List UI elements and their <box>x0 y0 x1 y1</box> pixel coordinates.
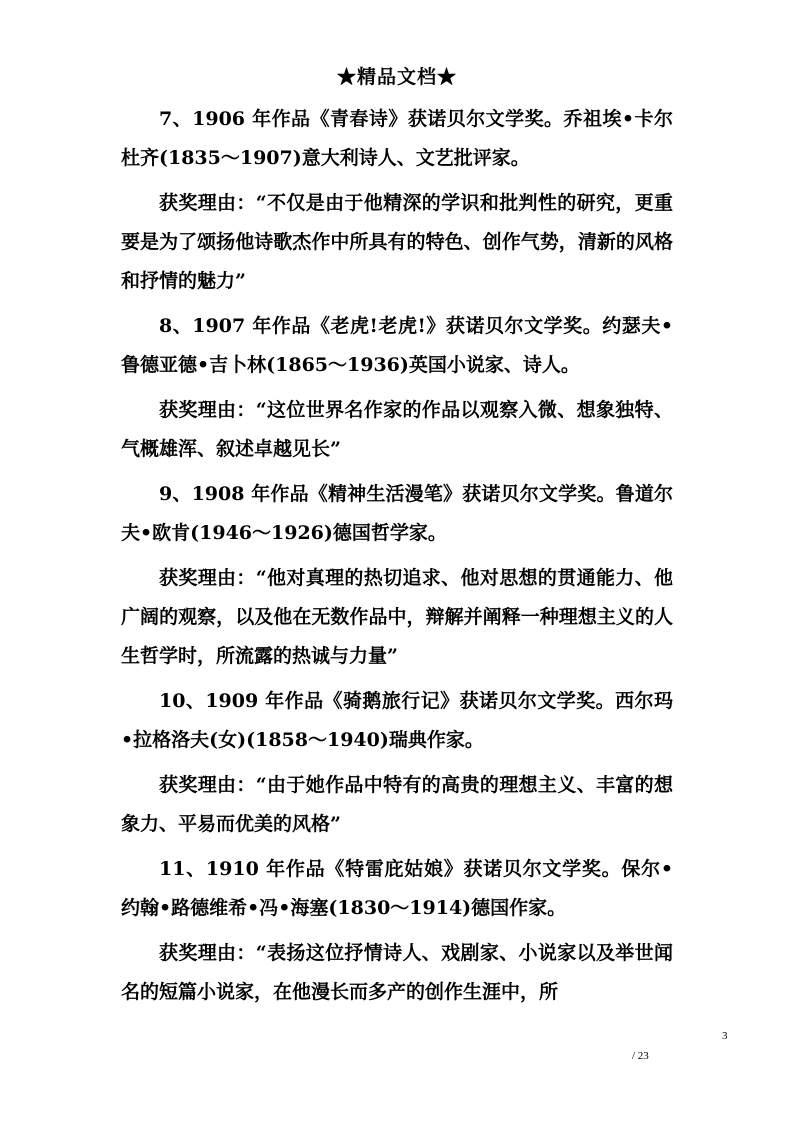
document-body <box>121 100 673 1018</box>
page-number: 3 <box>722 1030 728 1042</box>
paragraph-reason-1909: 获奖理由：“由于她作品中特有的高贵的理想主义、丰富的想象力、平易而优美的风格” <box>121 774 673 835</box>
paragraph-reason-1907: 获奖理由：“这位世界名作家的作品以观察入微、想象独特、气概雄浑、叙述卓越见长” <box>121 399 673 460</box>
page-header-title: ★精品文档★ <box>336 66 457 88</box>
page-total: / 23 <box>632 1050 649 1062</box>
paragraph-award-1908: 9、1908 年作品《精神生活漫笔》获诺贝尔文学奖。鲁道尔夫•欧肯(1946～1926)德国哲学家。 <box>121 483 673 544</box>
paragraph-award-1910: 11、1910 年作品《特雷庇姑娘》获诺贝尔文学奖。保尔•约翰•路德维希•冯•海塞(1830～1914)德国作家。 <box>121 858 673 919</box>
paragraph-award-1909: 10、1909 年作品《骑鹅旅行记》获诺贝尔文学奖。西尔玛•拉格洛夫(女)(1858～1940)瑞典作家。 <box>121 690 673 751</box>
paragraph-reason-1910: 获奖理由：“表扬这位抒情诗人、戏剧家、小说家以及举世闻名的短篇小说家，在他漫长而多产的创作生涯中，所 <box>121 942 673 1003</box>
paragraph-award-1906: 7、1906 年作品《青春诗》获诺贝尔文学奖。乔祖埃•卡尔杜齐(1835～1907)意大利诗人、文艺批评家。 <box>121 108 673 169</box>
paragraph-reason-1906: 获奖理由：“不仅是由于他精深的学识和批判性的研究，更重要是为了颂扬他诗歌杰作中所具有的特色、创作气势，清新的风格和抒情的魅力” <box>121 192 673 292</box>
paragraph-award-1907: 8、1907 年作品《老虎!老虎!》获诺贝尔文学奖。约瑟夫•鲁德亚德•吉卜林(1865～1936)英国小说家、诗人。 <box>121 315 673 376</box>
paragraph-reason-1908: 获奖理由：“他对真理的热切追求、他对思想的贯通能力、他广阔的观察，以及他在无数作品中，辩解并阐释一种理想主义的人生哲学时，所流露的热诚与力量” <box>121 567 673 667</box>
